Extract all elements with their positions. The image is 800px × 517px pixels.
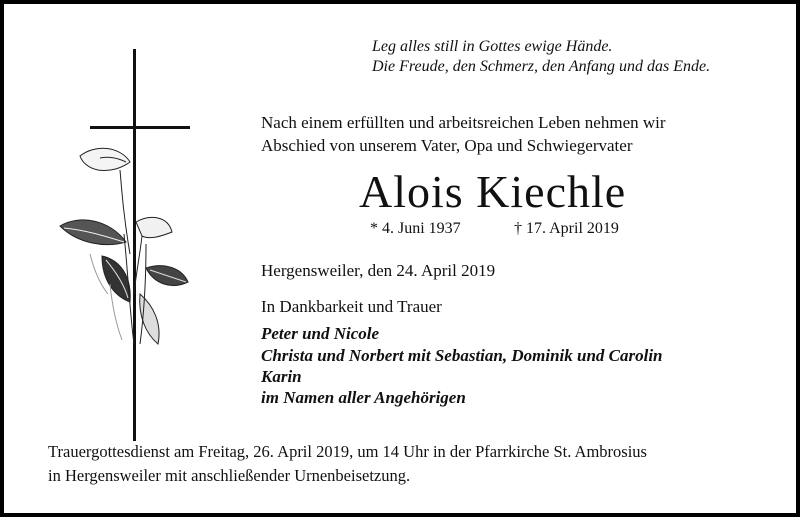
family-member: Karin — [261, 367, 302, 386]
birth-date-text: 4. Juni 1937 — [382, 220, 461, 237]
intro-line-2: Abschied von unserem Vater, Opa und Schwiegervater — [261, 136, 633, 155]
dagger-cross-icon: † — [514, 220, 522, 237]
death-date-text: 17. April 2019 — [526, 220, 619, 237]
star-icon: * — [370, 220, 378, 237]
birth-date — [370, 218, 461, 240]
calla-lily-icon — [60, 148, 188, 344]
service-line-2: in Hergensweiler mit anschließender Urnenbeisetzung. — [48, 466, 411, 485]
intro-line-1: Nach einem erfüllten und arbeitsreichen Leben nehmen wir — [261, 113, 666, 132]
mourning-line: In Dankbarkeit und Trauer — [261, 297, 442, 316]
service-line-1: Trauergottesdienst am Freitag, 26. April 2019, um 14 Uhr in der Pfarrkirche St. Ambrosius — [48, 442, 647, 461]
deceased-name: Alois Kiechle — [359, 166, 627, 217]
place-and-date: Hergensweiler, den 24. April 2019 — [261, 261, 496, 280]
death-date — [514, 218, 619, 240]
poem-line-1: Leg alles still in Gottes ewige Hände. — [372, 38, 613, 55]
family-member: Peter und Nicole — [261, 324, 380, 343]
family-relatives-line: im Namen aller Angehörigen — [261, 388, 466, 407]
family-member: Christa und Norbert mit Sebastian, Dominik und Carolin — [261, 346, 663, 365]
poem-line-2: Die Freude, den Schmerz, den Anfang und das Ende. — [372, 58, 711, 75]
cross-with-lilies-illustration — [50, 44, 200, 444]
